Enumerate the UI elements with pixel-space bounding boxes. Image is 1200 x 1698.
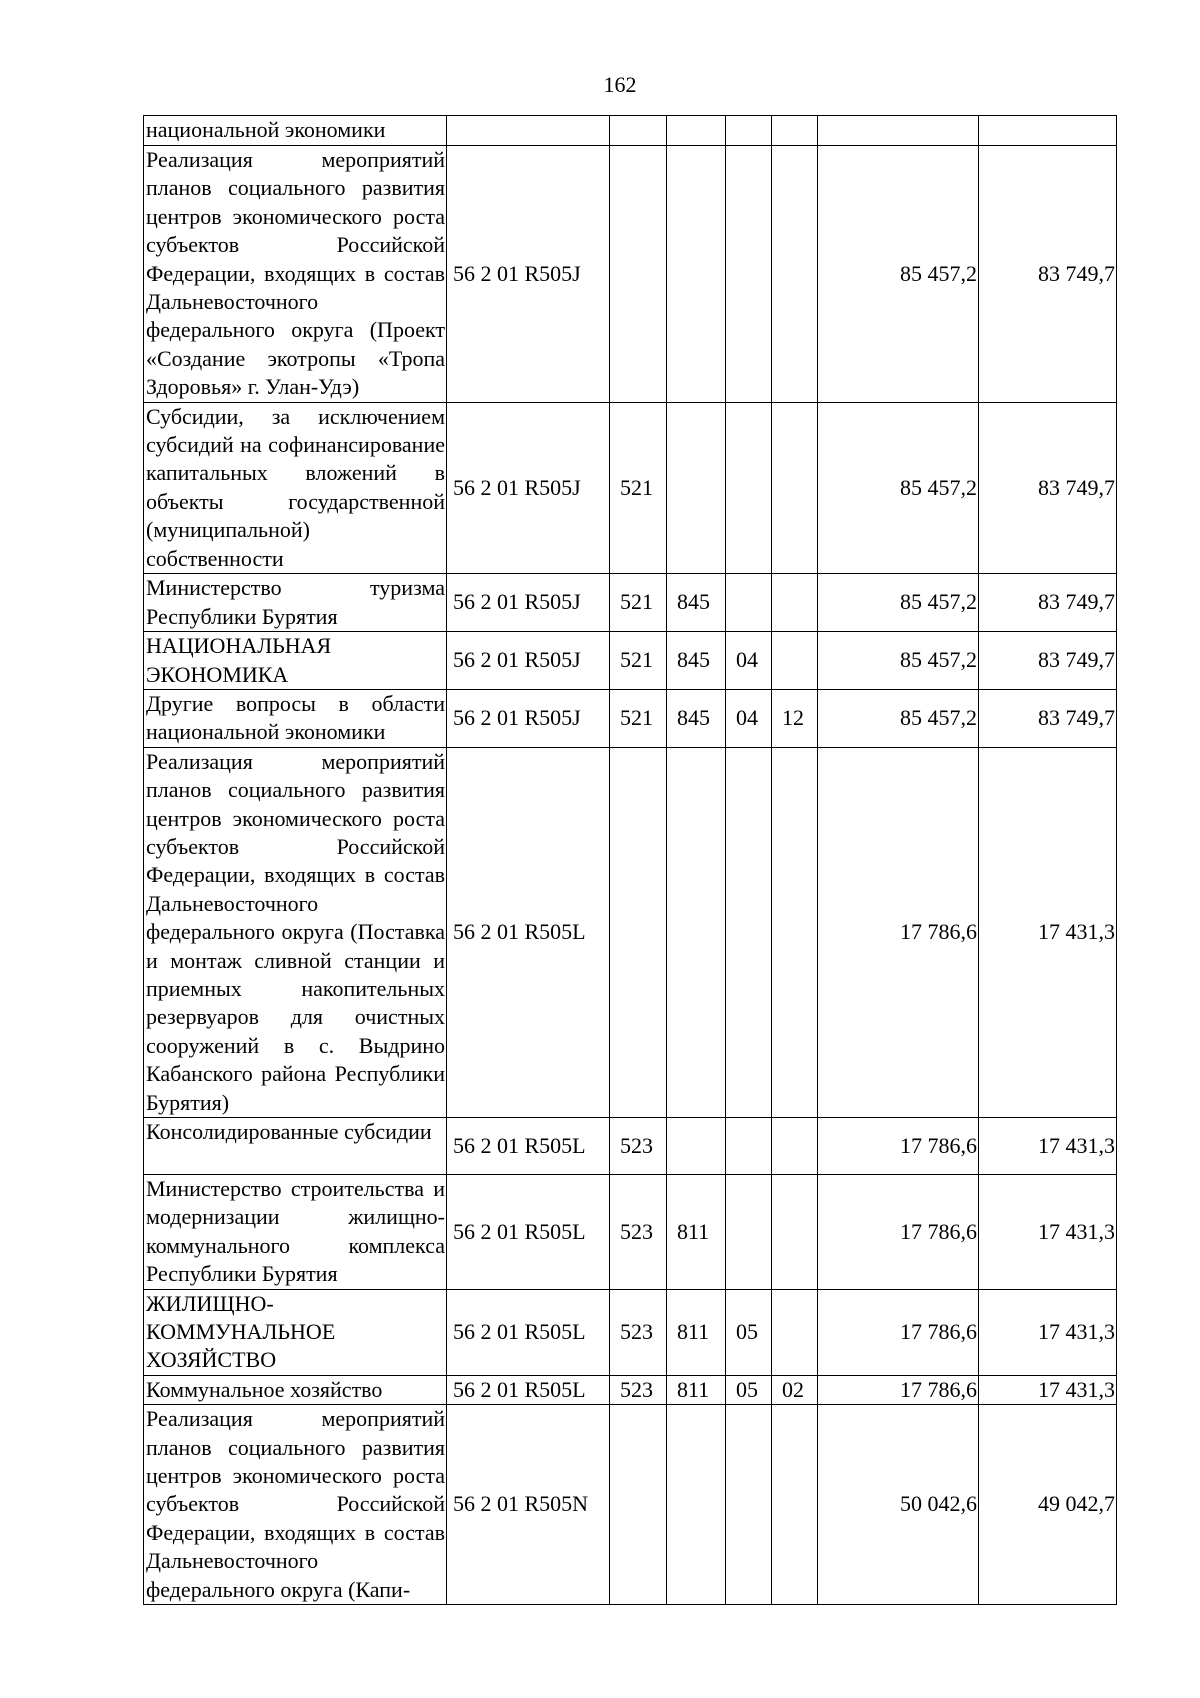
row-name: Другие вопросы в области национальной экономики (144, 689, 447, 747)
row-subsection (772, 402, 818, 573)
row-name: Реализация мероприятий планов социального развития центров экономического роста субъектов Российской Федерации, входящих в состав Дальневосточного федерального округа (Поставка и монтаж сливной станции и приемных накопительных резервуаров для очистных сооружений в с. Выдрино Кабанского района Республики Бурятия) (144, 747, 447, 1117)
row-sum-2: 17 431,3 (979, 1375, 1117, 1404)
row-subsection: 02 (772, 1375, 818, 1404)
table-row (144, 1289, 1117, 1375)
table-row (144, 1175, 1117, 1290)
row-expense-type: 521 (610, 574, 667, 632)
row-sum-1: 17 786,6 (818, 1289, 979, 1375)
row-section (726, 402, 772, 573)
budget-table (143, 115, 1117, 1605)
row-sum-1: 17 786,6 (818, 1175, 979, 1290)
table-row (144, 689, 1117, 747)
row-name: Консолидированные субсидии (144, 1118, 447, 1175)
page-number: 162 (603, 72, 637, 97)
row-expense-type: 521 (610, 632, 667, 690)
row-subsection (772, 1175, 818, 1290)
row-name: Коммунальное хозяйство (144, 1375, 447, 1404)
row-name: Реализация мероприятий планов социального развития центров экономического роста субъектов Российской Федерации, входящих в состав Дальневосточного федерального округа (Капи- (144, 1405, 447, 1605)
row-sum-2: 17 431,3 (979, 1289, 1117, 1375)
row-name: ЖИЛИЩНО-КОММУНАЛЬНОЕ ХОЗЯЙСТВО (144, 1289, 447, 1375)
row-name: Министерство строительства и модернизации жилищно-коммунального комплекса Республики Бурятия (144, 1175, 447, 1290)
row-subsection (772, 632, 818, 690)
row-target-code: 56 2 01 R505L (447, 1375, 610, 1404)
row-expense-type: 521 (610, 402, 667, 573)
row-expense-type: 523 (610, 1175, 667, 1290)
row-sum-2: 17 431,3 (979, 1118, 1117, 1175)
table-row (144, 1375, 1117, 1404)
row-sum-2: 83 749,7 (979, 146, 1117, 403)
table-row (144, 146, 1117, 403)
row-sum-2: 83 749,7 (979, 402, 1117, 573)
row-target-code: 56 2 01 R505J (447, 689, 610, 747)
row-sum-1: 50 042,6 (818, 1405, 979, 1605)
row-name: Министерство туризма Республики Бурятия (144, 574, 447, 632)
row-sum-1: 17 786,6 (818, 1375, 979, 1404)
row-sum-2 (979, 116, 1117, 146)
row-target-code: 56 2 01 R505L (447, 1175, 610, 1290)
row-grbs: 845 (667, 689, 726, 747)
row-sum-2: 17 431,3 (979, 747, 1117, 1117)
row-sum-1: 17 786,6 (818, 747, 979, 1117)
table-row (144, 1405, 1117, 1605)
row-sum-1: 85 457,2 (818, 402, 979, 573)
row-expense-type (610, 1405, 667, 1605)
table-row (144, 1118, 1117, 1175)
table-row (144, 574, 1117, 632)
row-subsection (772, 1118, 818, 1175)
row-sum-1: 85 457,2 (818, 146, 979, 403)
row-subsection (772, 1289, 818, 1375)
row-section (726, 574, 772, 632)
row-grbs (667, 402, 726, 573)
row-subsection: 12 (772, 689, 818, 747)
row-grbs: 811 (667, 1375, 726, 1404)
row-grbs (667, 1118, 726, 1175)
row-sum-2: 83 749,7 (979, 689, 1117, 747)
row-subsection (772, 747, 818, 1117)
table-row (144, 402, 1117, 573)
row-subsection (772, 116, 818, 146)
row-sum-1: 85 457,2 (818, 574, 979, 632)
row-section (726, 116, 772, 146)
table-row (144, 747, 1117, 1117)
row-name: НАЦИОНАЛЬНАЯ ЭКОНОМИКА (144, 632, 447, 690)
row-grbs: 845 (667, 574, 726, 632)
row-section (726, 146, 772, 403)
row-section: 04 (726, 632, 772, 690)
row-sum-2: 49 042,7 (979, 1405, 1117, 1605)
row-expense-type: 523 (610, 1118, 667, 1175)
row-section: 05 (726, 1375, 772, 1404)
row-sum-2: 83 749,7 (979, 574, 1117, 632)
table-row (144, 116, 1117, 146)
row-grbs (667, 1405, 726, 1605)
row-grbs: 811 (667, 1289, 726, 1375)
row-grbs: 811 (667, 1175, 726, 1290)
row-target-code (447, 116, 610, 146)
row-sum-2: 83 749,7 (979, 632, 1117, 690)
row-name: Субсидии, за исключением субсидий на софинансирование капитальных вложений в объекты государственной (муниципальной) собственности (144, 402, 447, 573)
row-sum-1: 17 786,6 (818, 1118, 979, 1175)
row-target-code: 56 2 01 R505J (447, 632, 610, 690)
row-subsection (772, 574, 818, 632)
row-target-code: 56 2 01 R505N (447, 1405, 610, 1605)
row-grbs (667, 747, 726, 1117)
row-target-code: 56 2 01 R505J (447, 402, 610, 573)
row-name: национальной экономики (144, 116, 447, 146)
row-section: 04 (726, 689, 772, 747)
table-row (144, 632, 1117, 690)
row-sum-1: 85 457,2 (818, 632, 979, 690)
row-section (726, 747, 772, 1117)
row-target-code: 56 2 01 R505L (447, 1289, 610, 1375)
row-grbs (667, 116, 726, 146)
row-section (726, 1118, 772, 1175)
row-subsection (772, 1405, 818, 1605)
row-subsection (772, 146, 818, 403)
row-grbs (667, 146, 726, 403)
row-expense-type (610, 146, 667, 403)
row-section (726, 1175, 772, 1290)
row-target-code: 56 2 01 R505J (447, 574, 610, 632)
row-expense-type: 523 (610, 1375, 667, 1404)
row-section: 05 (726, 1289, 772, 1375)
row-name: Реализация мероприятий планов социального развития центров экономического роста субъектов Российской Федерации, входящих в состав Дальневосточного федерального округа (Проект «Создание экотропы «Тропа Здоровья» г. Улан-Удэ) (144, 146, 447, 403)
row-target-code: 56 2 01 R505L (447, 1118, 610, 1175)
row-expense-type (610, 747, 667, 1117)
row-target-code: 56 2 01 R505L (447, 747, 610, 1117)
row-grbs: 845 (667, 632, 726, 690)
row-expense-type: 521 (610, 689, 667, 747)
row-expense-type: 523 (610, 1289, 667, 1375)
row-section (726, 1405, 772, 1605)
row-sum-1 (818, 116, 979, 146)
row-target-code: 56 2 01 R505J (447, 146, 610, 403)
row-sum-2: 17 431,3 (979, 1175, 1117, 1290)
row-expense-type (610, 116, 667, 146)
row-sum-1: 85 457,2 (818, 689, 979, 747)
